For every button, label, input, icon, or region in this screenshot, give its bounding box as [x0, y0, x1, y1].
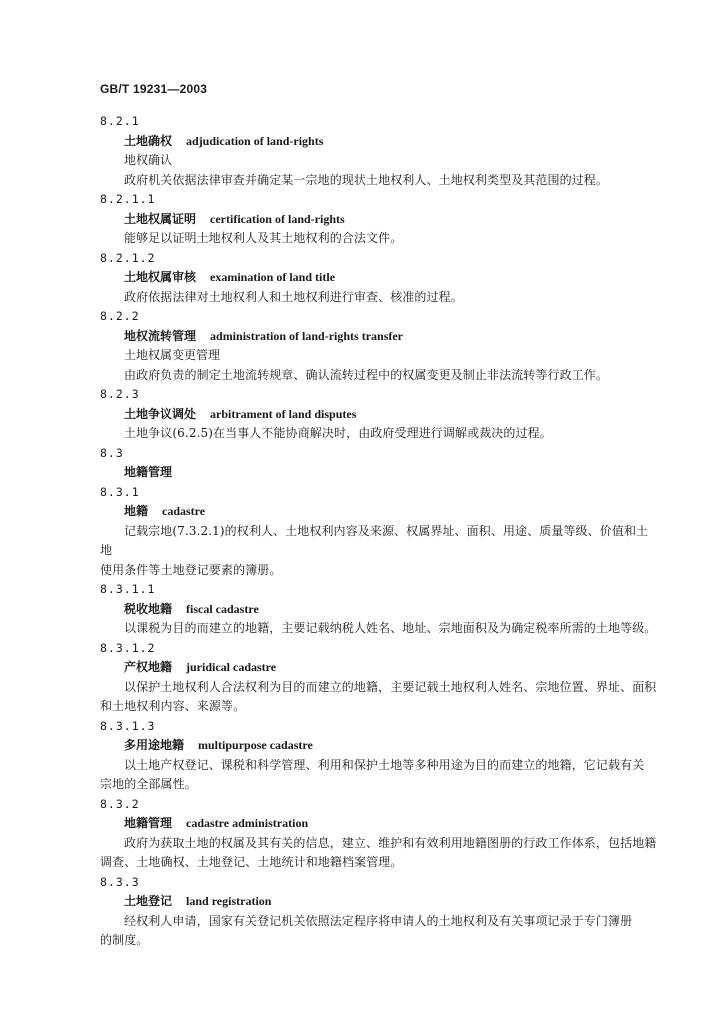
term-definition: 记载宗地(7.3.2.1)的权利人、土地权利内容及来源、权属界址、面积、用途、质量等级、价值和土地 使用条件等土地登记要素的簿册。: [100, 523, 649, 577]
term-definition: 政府为获取土地的权属及其有关的信息，建立、维护和有效利用地籍图册的行政工作体系，包括地籍 调查、土地确权、土地登记、土地统计和地籍档案管理。: [100, 835, 657, 869]
term-heading: [100, 502, 660, 522]
clause-number: 8.2.1.2: [100, 250, 156, 265]
section-heading: [100, 463, 660, 483]
term-english: cadastre: [162, 504, 206, 518]
clause-number: 8.3.1.1: [100, 582, 156, 596]
term-chinese: 地籍管理: [124, 816, 173, 830]
term-definition: 政府机关依据法律审查并确定某一宗地的现状土地权利人、土地权利类型及其范围的过程。: [124, 172, 609, 187]
term-english: certification of land-rights: [210, 211, 345, 226]
term-chinese: 土地权属审核: [124, 270, 197, 284]
term-heading: [100, 814, 660, 834]
entry-8-3-1-1: [100, 580, 660, 639]
entry-8-2-1-2: [100, 249, 660, 308]
term-english: multipurpose cadastre: [198, 738, 313, 752]
term-heading: [100, 268, 660, 288]
term-english: land registration: [186, 894, 272, 908]
term-heading: [100, 600, 660, 620]
clause-number: 8.3.2: [100, 796, 140, 811]
clause-number: 8.2.1.1: [100, 192, 156, 206]
term-english: administration of land-rights transfer: [210, 328, 404, 343]
clause-number: 8.3.1.2: [100, 640, 156, 655]
term-english: fiscal cadastre: [186, 601, 259, 616]
term-chinese: 土地登记: [124, 894, 173, 908]
term-heading: [100, 210, 660, 230]
entry-8-2-1-1: [100, 190, 660, 249]
term-english: adjudication of land-rights: [186, 133, 324, 148]
term-heading: [100, 327, 660, 347]
term-definition: 经权利人申请，国家有关登记机关依照法定程序将申请人的土地权利及有关事项记录于专门簿册 的制度。: [100, 913, 633, 947]
entry-8-3: [100, 444, 660, 483]
term-definition: 能够足以证明土地权利人及其土地权利的合法文件。: [124, 231, 403, 245]
term-list: [100, 112, 660, 951]
term-heading: [100, 405, 660, 425]
term-chinese: 土地争议调处: [124, 406, 197, 421]
term-definition: 以课税为目的而建立的地籍，主要记载纳税人姓名、地址、宗地面积及为确定税率所需的土地等级。: [124, 621, 657, 635]
clause-number: 8.2.2: [100, 309, 140, 323]
term-heading: [100, 736, 660, 756]
term-english: cadastre administration: [186, 816, 309, 830]
term-english: examination of land title: [210, 270, 336, 284]
entry-8-3-1-3: [100, 717, 660, 795]
term-synonym: 地权确认: [124, 153, 173, 167]
clause-number: 8.3.1.3: [100, 718, 156, 733]
term-chinese: 产权地籍: [124, 660, 173, 674]
term-chinese: 多用途地籍: [124, 738, 185, 752]
term-english: juridical cadastre: [186, 660, 277, 674]
entry-8-3-1-2: [100, 639, 660, 717]
term-english: arbitrament of land disputes: [210, 406, 357, 421]
entry-8-2-1: [100, 112, 660, 190]
term-definition: 以土地产权登记、课税和科学管理、利用和保护土地等多种用途为目的而建立的地籍，它记载有关 宗地的全部属性。: [100, 757, 645, 791]
entry-8-3-3: [100, 873, 660, 951]
standard-number: GB/T 19231—2003: [100, 82, 208, 96]
term-definition: 以保护土地权利人合法权利为目的而建立的地籍，主要记载土地权利人姓名、宗地位置、界址、面积 和土地权利内容、来源等。: [100, 679, 657, 713]
term-heading: [100, 132, 660, 152]
clause-number: 8.3: [100, 445, 124, 460]
clause-number: 8.2.3: [100, 387, 140, 401]
term-heading: [100, 658, 660, 678]
term-synonym: 土地权属变更管理: [124, 348, 221, 362]
entry-8-3-1: [100, 483, 660, 581]
clause-number: 8.2.1: [100, 114, 140, 128]
term-chinese: 地权流转管理: [124, 328, 197, 343]
term-chinese: 税收地籍: [124, 601, 173, 616]
entry-8-2-2: [100, 307, 660, 385]
clause-number: 8.3.3: [100, 874, 140, 889]
term-chinese: 土地确权: [124, 133, 173, 148]
entry-8-3-2: [100, 795, 660, 873]
term-heading: [100, 892, 660, 912]
clause-number: 8.3.1: [100, 484, 140, 499]
term-definition: 土地争议(6.2.5)在当事人不能协商解决时，由政府受理进行调解或裁决的过程。: [124, 426, 552, 440]
term-definition: 政府依据法律对土地权利人和土地权利进行审查、核准的过程。: [124, 289, 463, 304]
entry-8-2-3: [100, 385, 660, 444]
term-chinese: 地籍管理: [124, 465, 173, 479]
term-chinese: 地籍: [124, 504, 149, 518]
term-chinese: 土地权属证明: [124, 211, 197, 226]
term-definition: 由政府负责的制定土地流转规章、确认流转过程中的权属变更及制止非法流转等行政工作。: [124, 367, 609, 382]
